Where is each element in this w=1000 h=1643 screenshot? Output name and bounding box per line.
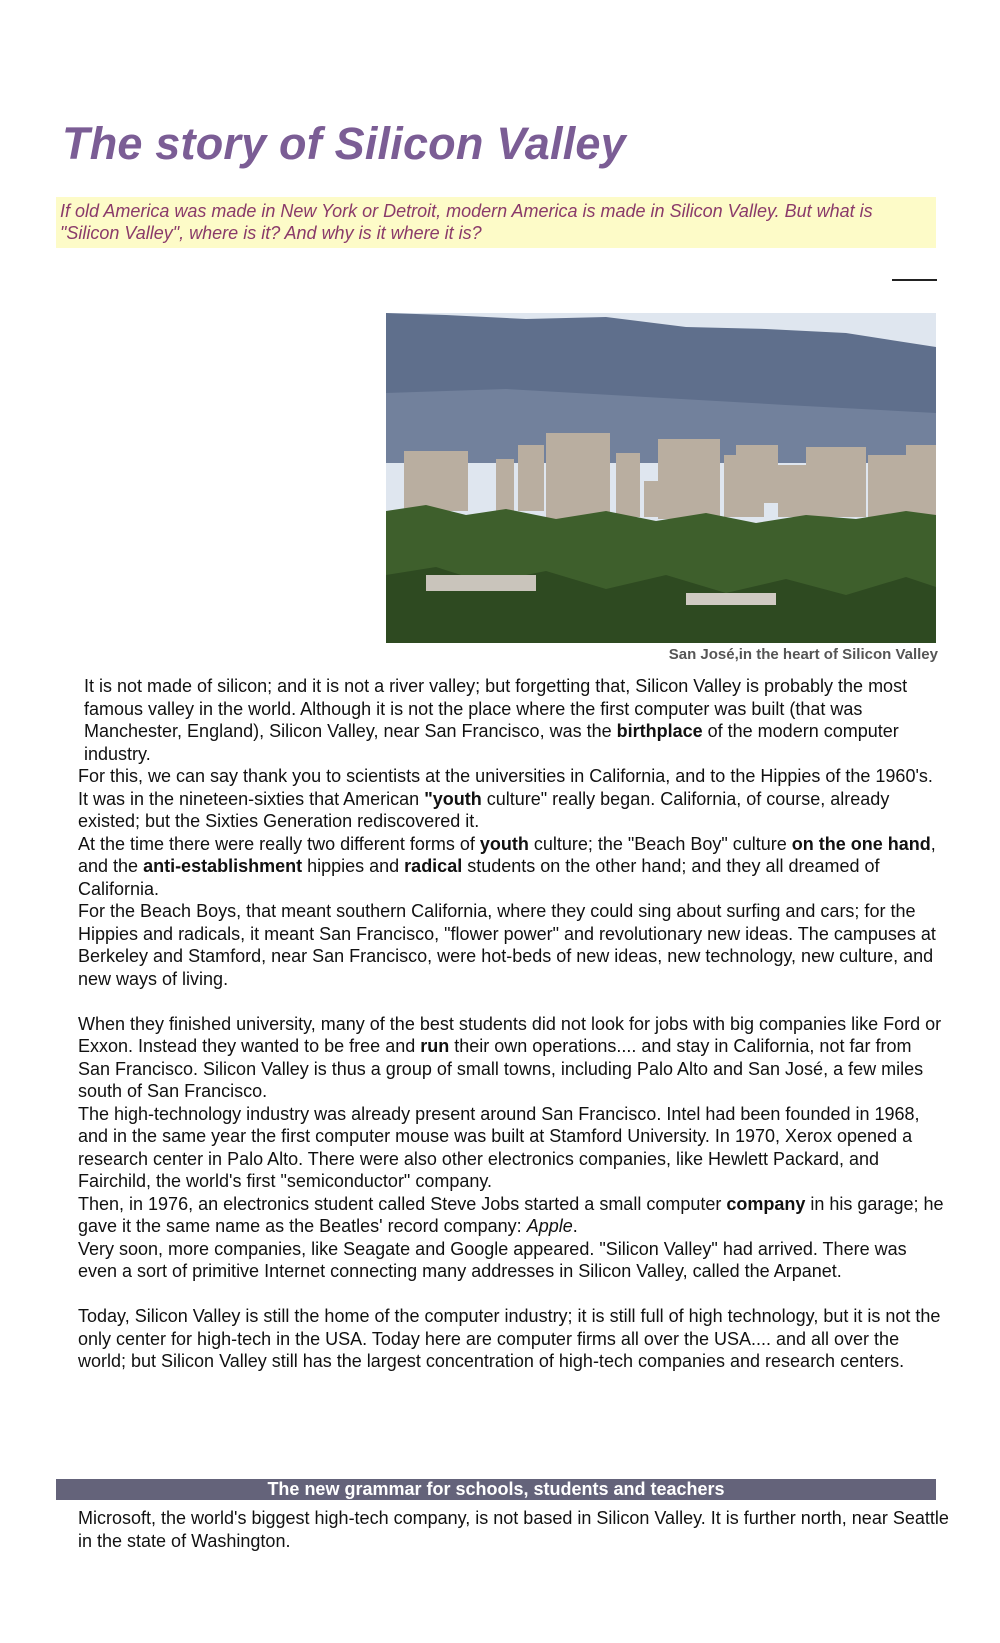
text-run: , and the xyxy=(78,833,936,876)
article-paragraph xyxy=(58,765,944,788)
italic-term: Apple xyxy=(526,1216,573,1236)
low-building xyxy=(686,593,776,605)
san-jose-photo xyxy=(386,313,936,643)
article-paragraph xyxy=(58,1193,944,1238)
skyline-image xyxy=(386,313,936,643)
text-run: culture; the "Beach Boy" culture xyxy=(528,833,792,854)
bold-term: birthplace xyxy=(616,721,703,741)
article-body xyxy=(58,675,944,1373)
article-paragraph xyxy=(58,833,944,901)
photo-caption: San José,in the heart of Silicon Valley xyxy=(668,646,938,663)
photo-rule xyxy=(892,279,937,281)
text-run: It was in the nineteen-sixties that American xyxy=(78,788,425,809)
text-run: their own operations.... and stay in California, not far from San Francisco. Silicon Valley is thus a group of small towns, including Palo Alto and San José, a few miles south of San Francisco. xyxy=(78,1036,924,1101)
bold-term: run xyxy=(420,1036,450,1056)
text-run: in his garage; he gave it the same name as the Beatles' record company: xyxy=(78,1193,944,1236)
text-run: The high-technology industry was already present around San Francisco. Intel had been founded in 1968, and in the same year the first computer mouse was built at Stamford University. In 1970, Xerox opened a research center in Palo Alto. There were also other electronics companies, like Hewlett Packard, and Fairchild, the world's first "semiconductor" company. xyxy=(78,1103,920,1191)
text-run: of the modern computer industry. xyxy=(84,721,899,764)
bold-term: company xyxy=(726,1193,806,1214)
text-run: Then, in 1976, an electronics student called Steve Jobs started a small computer xyxy=(78,1193,727,1214)
low-building xyxy=(426,575,536,591)
paragraph-gap xyxy=(58,1283,944,1306)
footer-paragraph: Microsoft, the world's biggest high-tech company, is not based in Silicon Valley. It is further north, near Seattle in the state of Washington. xyxy=(78,1508,949,1551)
article-paragraph xyxy=(58,675,944,765)
text-run: For the Beach Boys, that meant southern California, where they could sing about surfing and cars; for the Hippies and radicals, it meant San Francisco, "flower power" and revolutionary new ideas. The campuses at Berkeley and Stamford, near San Francisco, were hot-beds of new ideas, new technology, new culture, and new ways of living. xyxy=(78,901,936,989)
text-run: At the time there were really two different forms of xyxy=(78,833,480,854)
bold-term: anti-establishment xyxy=(143,856,303,876)
article-paragraph xyxy=(58,900,944,990)
intro-highlight: If old America was made in New York or Detroit, modern America is made in Silicon Valley. But what is "Silicon Valley", where is it? And why is it where it is? xyxy=(56,197,936,248)
text-run: Today, Silicon Valley is still the home of the computer industry; it is still full of high technology, but it is not the only center for high-tech in the USA. Today here are computer firms all over the USA.... and all over the world; but Silicon Valley still has the largest concentration of high-tech companies and research centers. xyxy=(78,1306,941,1371)
article-paragraph xyxy=(58,1013,944,1103)
text-run: For this, we can say thank you to scientists at the universities in California, and to the Hippies of the 1960's. xyxy=(78,766,933,786)
grammar-banner: The new grammar for schools, students and teachers xyxy=(56,1479,936,1500)
paragraph-gap xyxy=(58,990,944,1013)
text-run: students on the other hand; and they all dreamed of California. xyxy=(78,856,880,899)
text-run: . xyxy=(572,1216,578,1236)
article-paragraph xyxy=(58,1305,944,1373)
article-paragraph xyxy=(58,1238,944,1283)
text-run: Very soon, more companies, like Seagate and Google appeared. "Silicon Valley" had arrived. There was even a sort of primitive Internet connecting many addresses in Silicon Valley, called the Arpanet. xyxy=(78,1238,907,1281)
page-title: The story of Silicon Valley xyxy=(62,118,626,169)
text-run: culture" really began. California, of course, already existed; but the Sixties Generation rediscovered it. xyxy=(78,788,890,831)
text-run: When they finished university, many of the best students did not look for jobs with big companies like Ford or Exxon. Instead they wanted to be free and xyxy=(78,1013,942,1056)
article-paragraph xyxy=(58,1103,944,1193)
text-run: It is not made of silicon; and it is not a river valley; but forgetting that, Silicon Valley is probably the most famous valley in the world. Although it is not the place where the first computer was built (that was Manchester, England), Silicon Valley, near San Francisco, was the xyxy=(84,676,908,741)
bold-term: radical xyxy=(404,856,463,876)
bold-term: "youth xyxy=(424,788,482,809)
bold-term: on the one hand xyxy=(791,833,931,854)
article-paragraph xyxy=(58,788,944,833)
text-run: hippies and xyxy=(302,856,405,876)
bold-term: youth xyxy=(479,833,529,854)
